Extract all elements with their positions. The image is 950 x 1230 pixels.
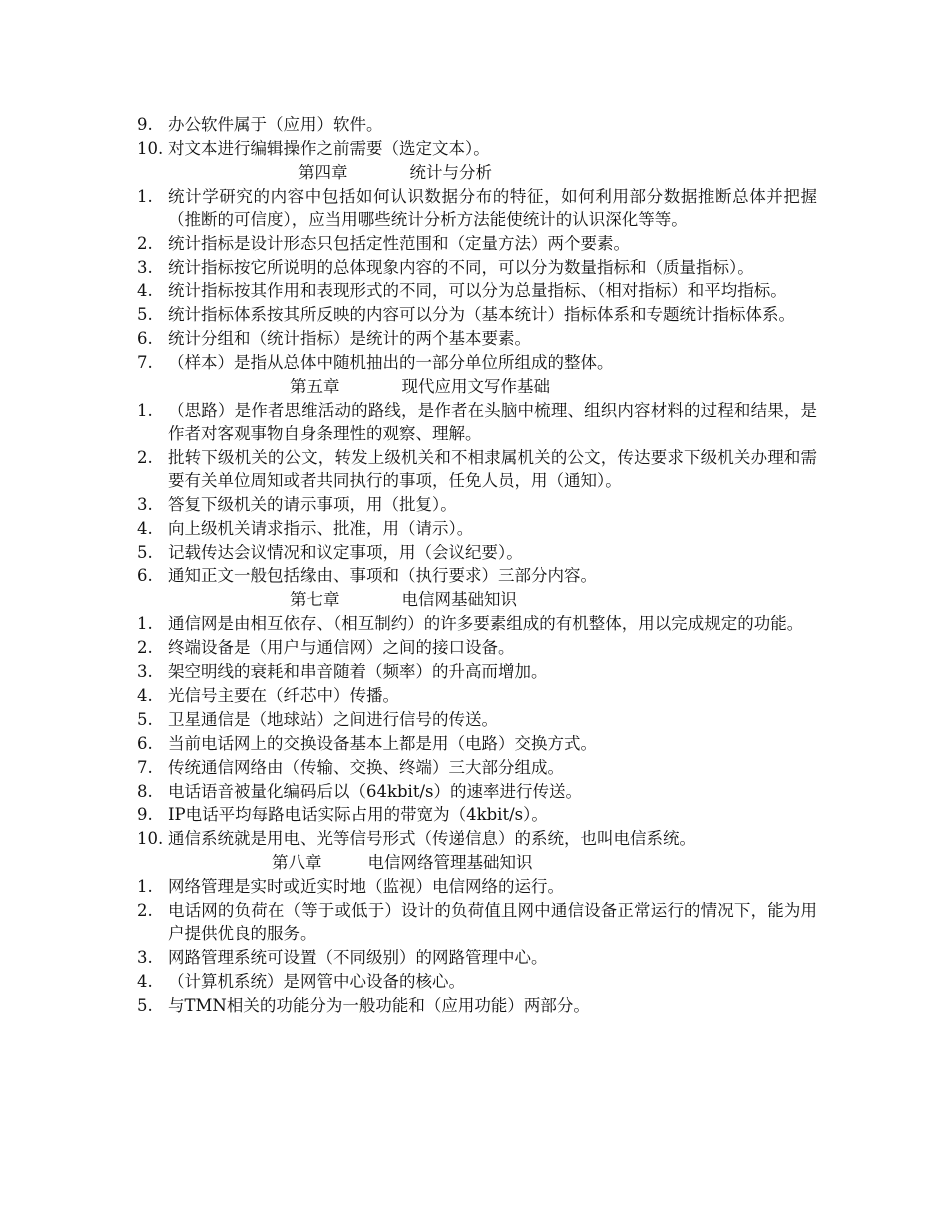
list-item bbox=[137, 256, 817, 279]
list-item bbox=[137, 399, 817, 445]
document-body bbox=[137, 113, 817, 1018]
item-text: 统计指标按其作用和表现形式的不同，可以分为总量指标、（相对指标）和平均指标。 bbox=[168, 281, 787, 301]
item-text: 卫星通信是（地球站）之间进行信号的传送。 bbox=[168, 709, 498, 729]
item-text: 网路管理系统可设置（不同级别）的网路管理中心。 bbox=[168, 948, 548, 968]
item-number: 7. bbox=[137, 353, 153, 373]
item-number: 6. bbox=[137, 733, 153, 753]
item-text: 与TMN相关的功能分为一般功能和（应用功能）两部分。 bbox=[168, 995, 590, 1015]
list-item bbox=[137, 446, 817, 492]
list-item bbox=[137, 185, 817, 231]
item-text: 统计指标按它所说明的总体现象内容的不同，可以分为数量指标和（质量指标）。 bbox=[168, 257, 754, 277]
list-item bbox=[137, 946, 817, 969]
chapter-heading bbox=[137, 375, 817, 399]
item-text: 答复下级机关的请示事项，用（批复）。 bbox=[168, 494, 457, 514]
item-number: 7. bbox=[137, 757, 153, 777]
item-number: 4. bbox=[137, 971, 153, 991]
chapter-number: 第八章 bbox=[272, 853, 322, 873]
list-item bbox=[137, 803, 817, 826]
item-text: IP电话平均每路电话实际占用的带宽为（4kbit/s）。 bbox=[168, 805, 548, 825]
item-text: 通知正文一般包括缘由、事项和（执行要求）三部分内容。 bbox=[168, 566, 597, 586]
item-text: 统计学研究的内容中包括如何认识数据分布的特征，如何利用部分数据推断总体并把握（推断的可信度），应当用哪些统计分析方法能使统计的认识深化等等。 bbox=[168, 186, 817, 229]
item-number: 1. bbox=[137, 877, 153, 897]
chapter-title: 电信网络管理基础知识 bbox=[367, 853, 533, 873]
item-number: 1. bbox=[137, 186, 153, 206]
item-number: 8. bbox=[137, 781, 153, 801]
item-text: 向上级机关请求指示、批准，用（请示）。 bbox=[168, 518, 474, 538]
item-number: 9. bbox=[137, 115, 153, 134]
item-text: 统计指标体系按其所反映的内容可以分为（基本统计）指标体系和专题统计指标体系。 bbox=[168, 305, 795, 325]
item-text: （计算机系统）是网管中心设备的核心。 bbox=[168, 971, 465, 991]
chapter-title: 统计与分析 bbox=[409, 162, 492, 182]
section bbox=[137, 851, 817, 1017]
item-number: 6. bbox=[137, 329, 153, 349]
item-number: 3. bbox=[137, 948, 153, 968]
section bbox=[137, 113, 817, 160]
list-item bbox=[137, 708, 817, 731]
chapter-number: 第五章 bbox=[290, 377, 340, 397]
list-item bbox=[137, 564, 817, 587]
item-text: 当前电话网上的交换设备基本上都是用（电路）交换方式。 bbox=[168, 733, 597, 753]
section bbox=[137, 588, 817, 850]
item-text: （样本）是指从总体中随机抽出的一部分单位所组成的整体。 bbox=[168, 353, 614, 373]
list-item bbox=[137, 327, 817, 350]
list-item bbox=[137, 351, 817, 374]
list-item bbox=[137, 612, 817, 635]
list-item bbox=[137, 113, 817, 136]
list-item bbox=[137, 303, 817, 326]
list-item bbox=[137, 636, 817, 659]
item-number: 5. bbox=[137, 542, 153, 562]
list-item bbox=[137, 875, 817, 898]
item-text: 电话网的负荷在（等于或低于）设计的负荷值且网中通信设备正常运行的情况下，能为用户提供优良的服务。 bbox=[168, 901, 817, 944]
item-text: 统计分组和（统计指标）是统计的两个基本要素。 bbox=[168, 329, 531, 349]
list-item bbox=[137, 232, 817, 255]
chapter-title: 电信网基础知识 bbox=[401, 590, 517, 610]
item-number: 9. bbox=[137, 805, 153, 825]
item-number: 4. bbox=[137, 281, 153, 301]
list-item bbox=[137, 493, 817, 516]
item-text: 通信网是由相互依存、（相互制约）的许多要素组成的有机整体，用以完成规定的功能。 bbox=[168, 614, 804, 634]
item-text: 传统通信网络由（传输、交换、终端）三大部分组成。 bbox=[168, 757, 564, 777]
list-item bbox=[137, 994, 817, 1017]
chapter-title: 现代应用文写作基础 bbox=[401, 377, 550, 397]
item-number: 3. bbox=[137, 494, 153, 514]
item-text: 通信系统就是用电、光等信号形式（传递信息）的系统，也叫电信系统。 bbox=[168, 829, 696, 849]
item-number: 4. bbox=[137, 686, 153, 706]
item-number: 3. bbox=[137, 662, 153, 682]
item-number: 3. bbox=[137, 257, 153, 277]
list-item bbox=[137, 899, 817, 945]
item-text: 批转下级机关的公文，转发上级机关和不相隶属机关的公文，传达要求下级机关办理和需要有关单位周知或者共同执行的事项，任免人员，用（通知）。 bbox=[168, 447, 817, 490]
item-number: 6. bbox=[137, 566, 153, 586]
chapter-heading bbox=[137, 161, 817, 185]
list-item bbox=[137, 660, 817, 683]
item-number: 10. bbox=[137, 829, 164, 849]
list-item bbox=[137, 827, 817, 850]
chapter-heading bbox=[137, 588, 817, 612]
item-number: 2. bbox=[137, 233, 153, 253]
item-number: 2. bbox=[137, 447, 153, 467]
item-text: 统计指标是设计形态只包括定性范围和（定量方法）两个要素。 bbox=[168, 233, 630, 253]
list-item bbox=[137, 970, 817, 993]
item-text: 架空明线的衰耗和串音随着（频率）的升高而增加。 bbox=[168, 662, 548, 682]
item-text: 网络管理是实时或近实时地（监视）电信网络的运行。 bbox=[168, 877, 564, 897]
section bbox=[137, 161, 817, 374]
item-text: 终端设备是（用户与通信网）之间的接口设备。 bbox=[168, 638, 515, 658]
list-item bbox=[137, 541, 817, 564]
item-number: 2. bbox=[137, 901, 153, 921]
list-item bbox=[137, 732, 817, 755]
item-number: 4. bbox=[137, 518, 153, 538]
list-item bbox=[137, 780, 817, 803]
item-number: 5. bbox=[137, 995, 153, 1015]
item-number: 5. bbox=[137, 709, 153, 729]
item-text: 光信号主要在（纤芯中）传播。 bbox=[168, 686, 399, 706]
item-number: 2. bbox=[137, 638, 153, 658]
item-number: 1. bbox=[137, 401, 153, 421]
item-text: 电话语音被量化编码后以（64kbit/s）的速率进行传送。 bbox=[168, 781, 582, 801]
list-item bbox=[137, 756, 817, 779]
item-number: 10. bbox=[137, 138, 164, 158]
section bbox=[137, 375, 817, 587]
item-text: 办公软件属于（应用）软件。 bbox=[168, 115, 383, 134]
chapter-number: 第四章 bbox=[298, 162, 348, 182]
item-number: 1. bbox=[137, 614, 153, 634]
item-text: （思路）是作者思维活动的路线，是作者在头脑中梳理、组织内容材料的过程和结果，是作者对客观事物自身条理性的观察、理解。 bbox=[168, 401, 817, 444]
list-item bbox=[137, 137, 817, 160]
list-item bbox=[137, 684, 817, 707]
list-item bbox=[137, 279, 817, 302]
item-text: 记载传达会议情况和议定事项，用（会议纪要）。 bbox=[168, 542, 523, 562]
list-item bbox=[137, 517, 817, 540]
item-text: 对文本进行编辑操作之前需要（选定文本）。 bbox=[168, 138, 490, 158]
chapter-number: 第七章 bbox=[290, 590, 340, 610]
chapter-heading bbox=[137, 851, 817, 875]
item-number: 5. bbox=[137, 305, 153, 325]
